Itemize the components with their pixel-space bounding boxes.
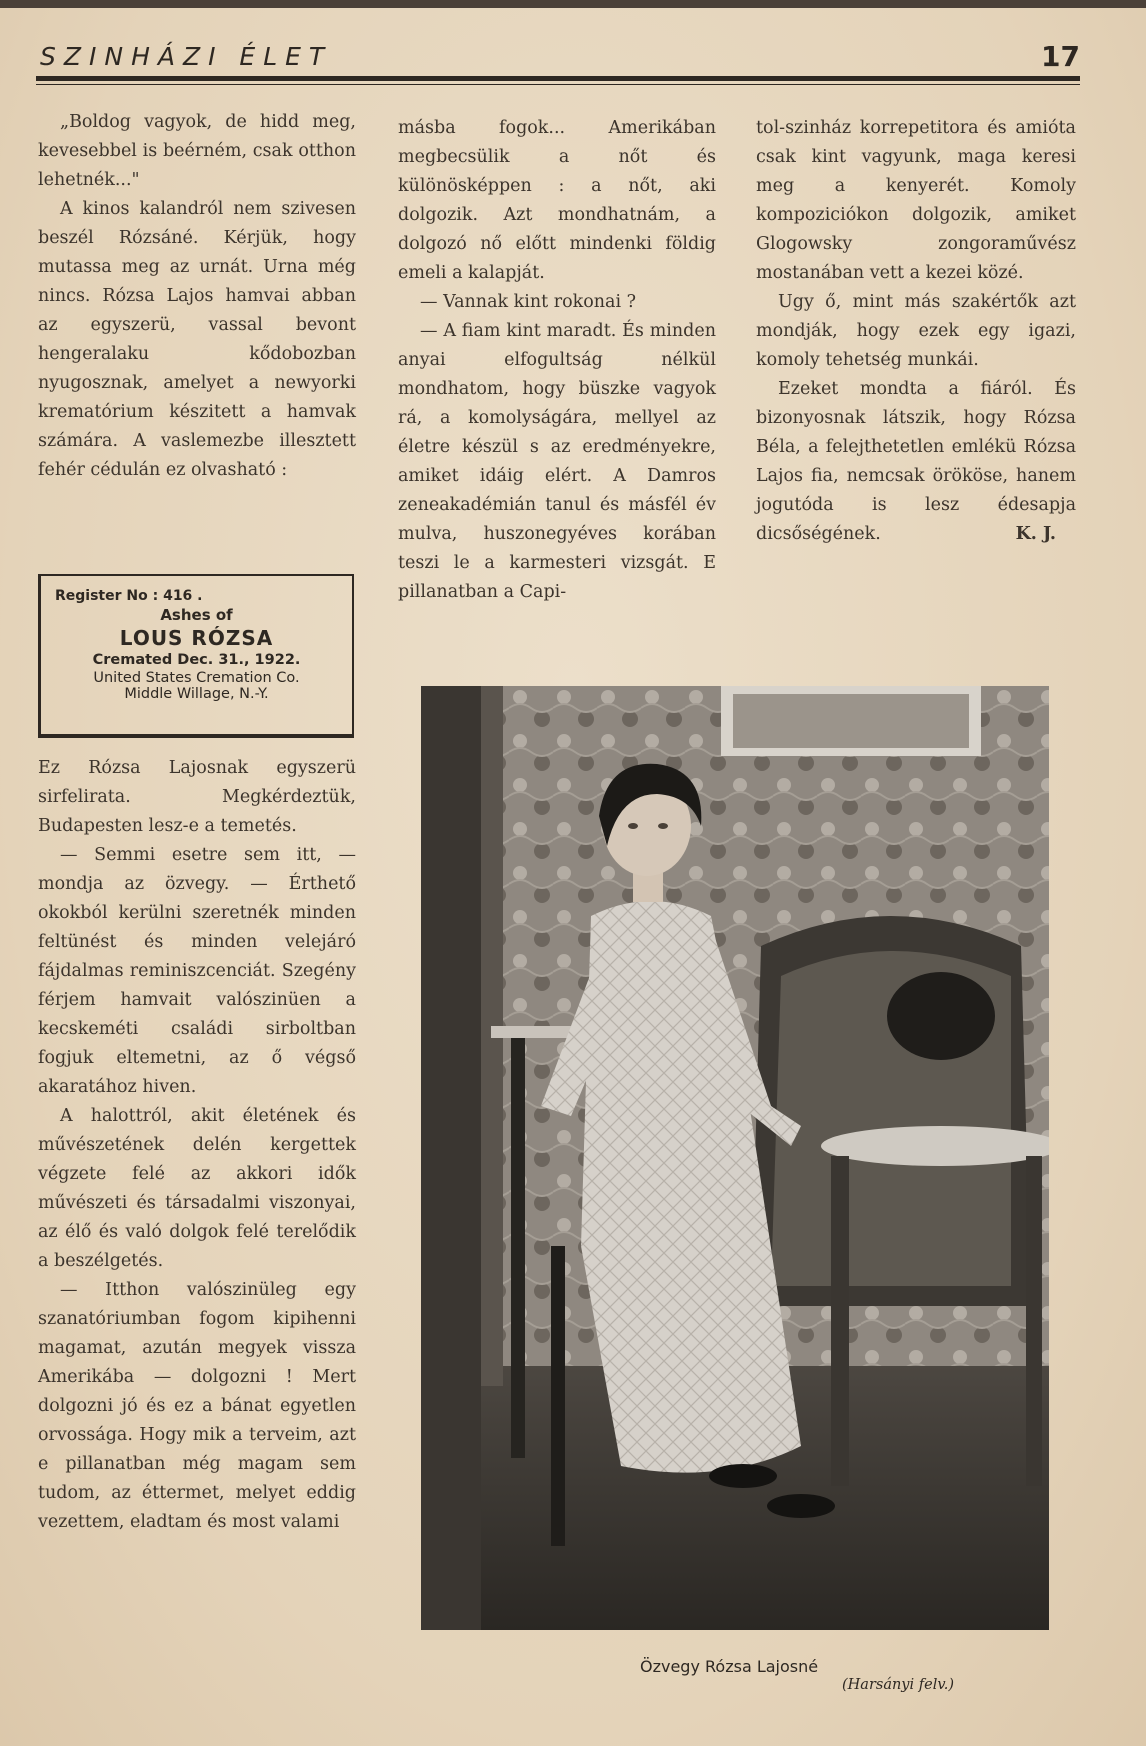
page-number: 17 [1041,40,1080,73]
header-rule-thin [36,84,1080,85]
photo-portrait-seated-woman [421,686,1049,1630]
paragraph: — Semmi esetre sem itt, — mondja az özvegy. — Érthető okokból kerülni szeretnék minden feltünést és minden velejáró fájdalmas reminiszcenciát. Szegény férjem hamvait valószinüen a kecskeméti családi sirboltban fogjuk eltemetni, az ő végső akaratához hiven. [38,845,356,1097]
page-top-edge [0,0,1146,8]
register-location: Middle Willage, N.-Y. [124,686,269,702]
photo-caption: Özvegy Rózsa Lajosné [640,1657,819,1676]
register-ashes-of: Ashes of [160,606,233,624]
paragraph: Ugy ő, mint más szakértők azt mondják, hogy ezek egy igazi, komoly tehetség munkái. [756,292,1076,370]
paragraph: — Itthon valószinüleg egy szanatóriumban fogom kipihenni magamat, azután megyek vissza Amerikába — dolgozni ! Mert dolgozni jó és ez a bánat egyetlen orvossága. Hogy mik a terveim, azt e pillanatban még magam sem tudom, az éttermet, melyet eddig vezettem, eladtam és most valami [38,1280,356,1532]
register-name: LOUS RÓZSA [119,626,274,650]
label-border-top [41,574,352,576]
column-1-top [38,108,356,485]
header-rule [36,76,1080,81]
register-company: United States Cremation Co. [93,670,300,686]
register-number: Register No : 416 . [55,588,203,604]
cremation-register-label [38,574,354,738]
paragraph: — A fiam kint maradt. És minden anyai elfogultság nélkül mondhatom, hogy büszke vagyok rá, a komolyságára, mellyel az életre készül s az eredményekre, amiket idáig elért. A Damros zeneakadémián tanul és másfél év mulva, huszonegyéves korában teszi le a karmesteri vizsgát. E pillanatban a Capi- [398,321,716,602]
paragraph: Ez Rózsa Lajosnak egyszerü sirfelirata. Megkérdeztük, Budapesten lesz-e a temetés. [38,758,356,836]
column-2 [398,114,716,607]
column-1-bottom [38,754,356,1537]
paragraph: — Vannak kint rokonai ? [420,292,637,312]
author-signature: K. J. [1015,524,1056,544]
paragraph: Ezeket mondta a fiáról. És bizonyosnak látszik, hogy Rózsa Béla, a felejthetetlen emlékü Rózsa Lajos fia, nemcsak örököse, hanem jogutóda is lesz édesapja dicsőségének. [756,379,1076,544]
column-3 [756,114,1076,549]
masthead: SZINHÁZI ÉLET [40,42,333,71]
label-border-bottom [38,734,354,738]
paragraph: A halottról, akit életének és művészetének delén kergettek végzete felé az akkori idők művészeti és társadalmi viszonyai, az élő és való dolgok felé terelődik a beszélgetés. [38,1106,356,1271]
paragraph: A kinos kalandról nem szivesen beszél Rózsáné. Kérjük, hogy mutassa meg az urnát. Urna még nincs. Rózsa Lajos hamvai abban az egyszerü, vassal bevont hengeralaku kődobozban nyugosznak, amelyet a newyorki krematórium készitett a hamvak számára. A vaslemezbe illesztett fehér cédulán ez olvasható : [38,199,356,480]
portrait-photo [421,686,1049,1630]
photo-credit: (Harsányi felv.) [842,1677,955,1693]
register-cremated-date: Cremated Dec. 31., 1922. [92,652,301,668]
paragraph: „Boldog vagyok, de hidd meg, kevesebbel is beérném, csak otthon lehetnék..." [38,112,356,190]
paragraph: tol-szinház korrepetitora és amióta csak kint vagyunk, maga keresi meg a kenyerét. Komoly kompoziciókon dolgozik, amiket Glogowsky zongoraművész mostanában vett a kezei közé. [756,118,1076,283]
paragraph: másba fogok... Amerikában megbecsülik a nőt és különösképpen : a nőt, aki dolgozik. Azt mondhatnám, a dolgozó nő előtt mindenki földig emeli a kalapját. [398,118,716,283]
